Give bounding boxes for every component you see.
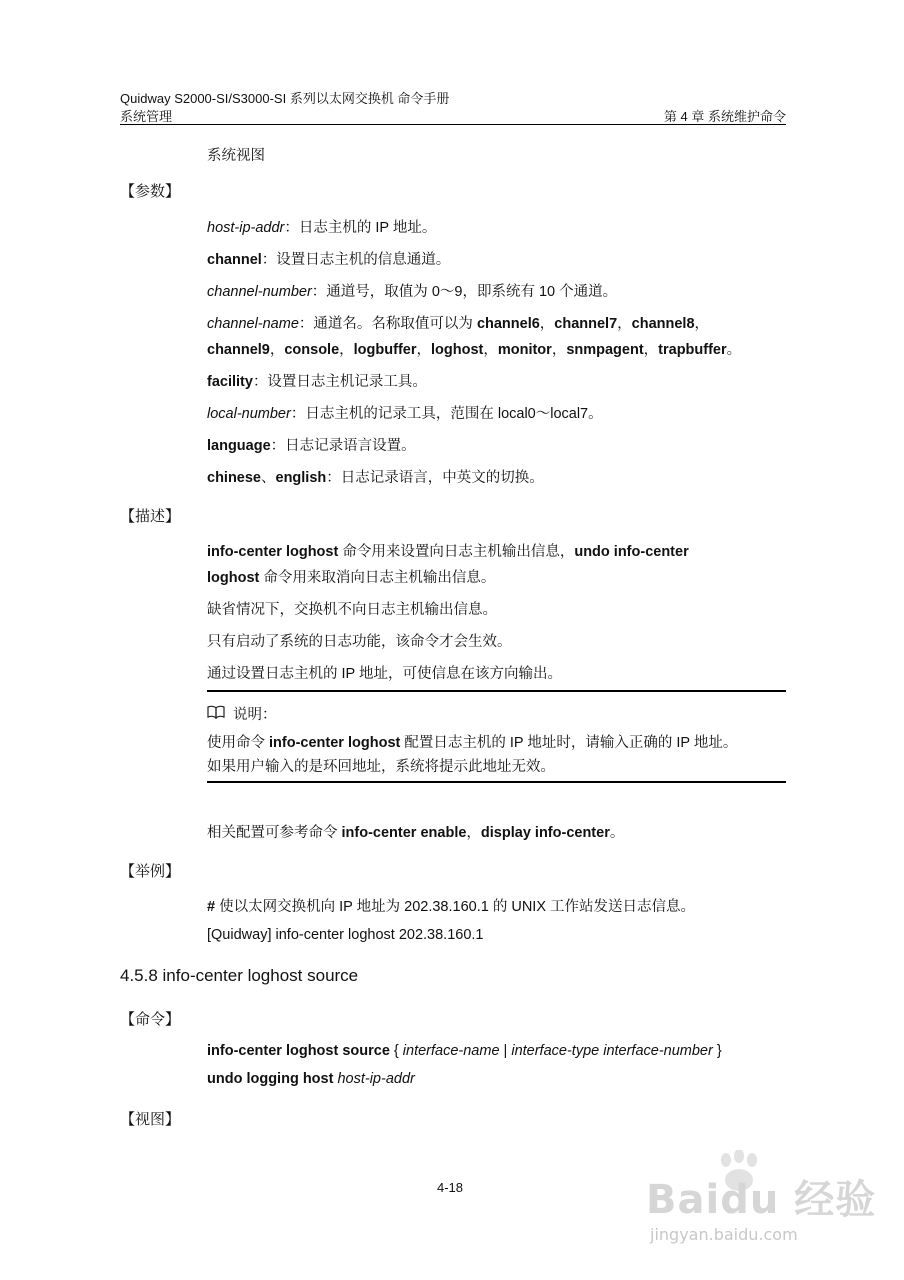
desc-heading: 【描述】: [120, 508, 181, 525]
text-segment: |: [499, 1043, 512, 1059]
text-segment: host-ip-addr: [337, 1071, 415, 1087]
text-segment: ，: [551, 342, 567, 358]
text-segment: 缺省情况下，交换机不向日志主机输出信息。: [207, 602, 497, 618]
note-label: 说明：: [233, 707, 277, 723]
related-line: [207, 821, 624, 842]
param-line: [207, 338, 741, 359]
note-line: [207, 755, 555, 776]
text-segment: channel9: [207, 342, 270, 358]
note-top-rule: [207, 690, 786, 692]
desc-line: [207, 598, 497, 619]
text-segment: snmpagent: [566, 342, 644, 358]
text-segment: ，: [694, 316, 710, 332]
watermark-brand: Baidu 经验: [646, 1177, 877, 1223]
baidu-watermark: [646, 1146, 877, 1244]
header-rule: [120, 124, 786, 125]
text-segment: 使用命令: [207, 735, 270, 751]
text-segment: ，: [416, 342, 431, 358]
text-segment: ：设置日志主机记录工具。: [252, 374, 427, 390]
text-segment: channel6: [476, 316, 540, 332]
text-segment: 。: [609, 825, 625, 841]
text-segment: ：日志记录语言，中英文的切换。: [326, 470, 544, 486]
text-segment: 只有启动了系统的日志功能，该命令才会生效。: [207, 634, 512, 650]
command-line: [207, 1071, 415, 1087]
desc-line: [207, 662, 562, 683]
text-segment: ：通道名。名称取值可以为: [298, 316, 477, 332]
page-number: 4-18: [437, 1180, 464, 1195]
section-title: 4.5.8 info-center loghost source: [120, 966, 359, 985]
text-segment: channel-name: [207, 316, 299, 332]
text-segment: interface-type interface-number: [511, 1043, 713, 1059]
text-segment: 、: [261, 470, 276, 486]
text-segment: display info-center: [480, 825, 610, 841]
example-line: [207, 895, 695, 916]
text-segment: ：通道号，取值为 0～9，即系统有 10 个通道。: [311, 284, 618, 300]
view-text: 系统视图: [207, 148, 265, 164]
text-segment: trapbuffer: [658, 342, 727, 358]
param-line: [207, 370, 427, 391]
text-segment: ，: [539, 316, 555, 332]
text-segment: info-center loghost: [269, 735, 401, 751]
text-segment: ，: [643, 342, 659, 358]
param-line: [207, 434, 416, 455]
text-segment: undo info-center: [574, 544, 689, 560]
note-header: [207, 703, 277, 724]
desc-line: [207, 630, 512, 651]
text-segment: interface-name: [402, 1043, 500, 1059]
text-segment: monitor: [497, 342, 552, 358]
header-section-right: 第 4 章 系统维护命令: [663, 109, 786, 124]
param-line: [207, 280, 617, 301]
text-segment: chinese: [207, 470, 261, 486]
text-segment: ：日志主机的记录工具，范围在 local0～local7。: [290, 406, 603, 422]
text-segment: info-center loghost: [207, 544, 339, 560]
text-segment: facility: [207, 374, 253, 390]
param-line: [207, 216, 436, 237]
text-segment: loghost: [207, 570, 260, 586]
book-icon: [207, 705, 225, 723]
text-segment: english: [275, 470, 327, 486]
text-segment: ，: [339, 342, 354, 358]
params-heading: 【参数】: [120, 183, 181, 200]
text-segment: local-number: [207, 406, 291, 422]
text-segment: #: [207, 899, 216, 915]
note-bottom-rule: [207, 781, 786, 783]
text-segment: 通过设置日志主机的 IP 地址，可使信息在该方向输出。: [207, 666, 562, 682]
desc-line: [207, 540, 689, 561]
text-segment: info-center loghost source: [207, 1043, 390, 1059]
note-line: [207, 731, 737, 752]
param-line: [207, 466, 544, 487]
text-segment: language: [207, 438, 271, 454]
param-line: [207, 248, 450, 269]
text-segment: info-center enable: [341, 825, 467, 841]
text-segment: logbuffer: [353, 342, 417, 358]
text-segment: ，: [269, 342, 285, 358]
text-segment: channel8: [631, 316, 695, 332]
example-command: [Quidway] info-center loghost 202.38.160.1: [207, 927, 484, 943]
command-line: [207, 1043, 722, 1059]
header-section-left: 系统管理: [120, 109, 173, 124]
text-segment: {: [389, 1043, 403, 1059]
text-segment: ，: [466, 825, 481, 841]
param-line: [207, 312, 709, 333]
text-segment: undo logging host: [207, 1071, 334, 1087]
text-segment: channel: [207, 252, 262, 268]
text-segment: ，: [617, 316, 632, 332]
text-segment: ：日志记录语言设置。: [270, 438, 416, 454]
header-title: Quidway S2000-SI/S3000-SI 系列以太网交换机 命令手册: [120, 91, 450, 106]
text-segment: ：设置日志主机的信息通道。: [261, 252, 451, 268]
param-line: [207, 402, 603, 423]
text-segment: ：日志主机的 IP 地址。: [284, 220, 437, 236]
text-segment: }: [712, 1043, 722, 1059]
text-segment: 命令用来取消向日志主机输出信息。: [259, 570, 496, 586]
text-segment: console: [284, 342, 340, 358]
text-segment: loghost: [430, 342, 484, 358]
text-segment: 相关配置可参考命令: [207, 825, 342, 841]
text-segment: 。: [726, 342, 742, 358]
watermark-url: jingyan.baidu.com: [650, 1225, 798, 1244]
text-segment: host-ip-addr: [207, 220, 285, 236]
view-heading: 【视图】: [120, 1111, 181, 1128]
text-segment: 命令用来设置向日志主机输出信息，: [338, 544, 575, 560]
text-segment: channel7: [554, 316, 618, 332]
desc-line: [207, 566, 495, 587]
text-segment: 配置日志主机的 IP 地址时，请输入正确的 IP 地址。: [400, 735, 738, 751]
example-heading: 【举例】: [120, 863, 181, 880]
text-segment: channel-number: [207, 284, 312, 300]
text-segment: 使以太网交换机向 IP 地址为 202.38.160.1 的 UNIX 工作站发送日志信息。: [215, 899, 696, 915]
text-segment: 如果用户输入的是环回地址，系统将提示此地址无效。: [207, 759, 555, 775]
command-heading: 【命令】: [120, 1011, 181, 1028]
text-segment: ，: [483, 342, 498, 358]
